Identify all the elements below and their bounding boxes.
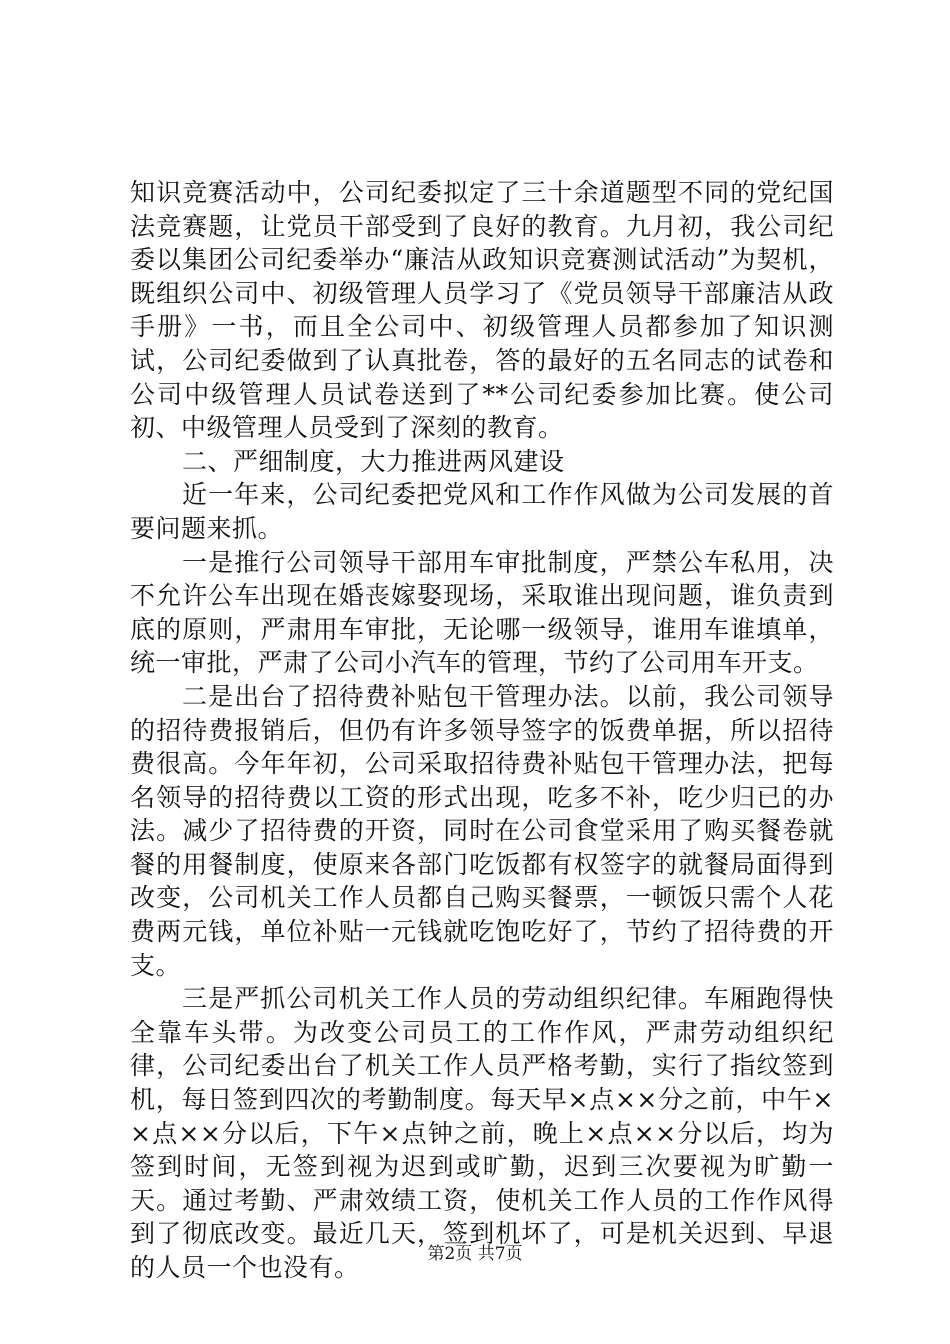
- document-body: [130, 176, 834, 1285]
- paragraph-intro: 近一年来，公司纪委把党风和工作作风做为公司发展的首要问题来抓。: [130, 480, 834, 543]
- paragraph-item-one: 一是推行公司领导干部用车审批制度，严禁公车私用，决不允许公车出现在婚丧嫁娶现场，采取谁出现问题，谁负责到底的原则，严肃用车审批，无论哪一级领导，谁用车谁填单，统一审批，严肃了公司小汽车的管理，节约了公司用车开支。: [130, 547, 834, 678]
- paragraph-item-three: 三是严抓公司机关工作人员的劳动组织纪律。车厢跑得快全靠车头带。为改变公司员工的工作作风，严肃劳动组织纪律，公司纪委出台了机关工作人员严格考勤，实行了指纹签到机，每日签到四次的考勤制度。每天早×点××分之前，中午××点××分以后，下午×点钟之前，晚上×点××分以后，均为签到时间，无签到视为迟到或旷勤，迟到三次要视为旷勤一天。通过考勤、严肃效绩工资，使机关工作人员的工作作风得到了彻底改变。最近几天，签到机坏了，可是机关迟到、早退的人员一个也没有。: [130, 984, 834, 1282]
- section-heading: 二、严细制度，大力推进两风建设: [182, 446, 565, 476]
- paragraph-item-two: 二是出台了招待费补贴包干管理办法。以前，我公司领导的招待费报销后，但仍有许多领导签字的饭费单据，所以招待费很高。今年年初，公司采取招待费补贴包干管理办法，把每名领导的招待费以工资的形式出现，吃多不补，吃少归已的办法。减少了招待费的开资，同时在公司食堂采用了购买餐卷就餐的用餐制度，使原来各部门吃饭都有权签字的就餐局面得到改变，公司机关工作人员都自己购买餐票，一顿饭只需个人花费两元钱，单位补贴一元钱就吃饱吃好了，节约了招待费的开支。: [130, 681, 834, 980]
- page-number-footer: 第2页 共7页: [427, 1244, 523, 1264]
- paragraph-continuation: 知识竞赛活动中，公司纪委拟定了三十余道题型不同的党纪国法竞赛题，让党员干部受到了良好的教育。九月初，我公司纪委以集团公司纪委举办“廉洁从政知识竞赛测试活动”为契机，既组织公司中、初级管理人员学习了《党员领导干部廉洁从政手册》一书，而且全公司中、初级管理人员都参加了知识测试，公司纪委做到了认真批卷，答的最好的五名同志的试卷和公司中级管理人员试卷送到了**公司纪委参加比赛。使公司初、中级管理人员受到了深刻的教育。: [130, 178, 834, 443]
